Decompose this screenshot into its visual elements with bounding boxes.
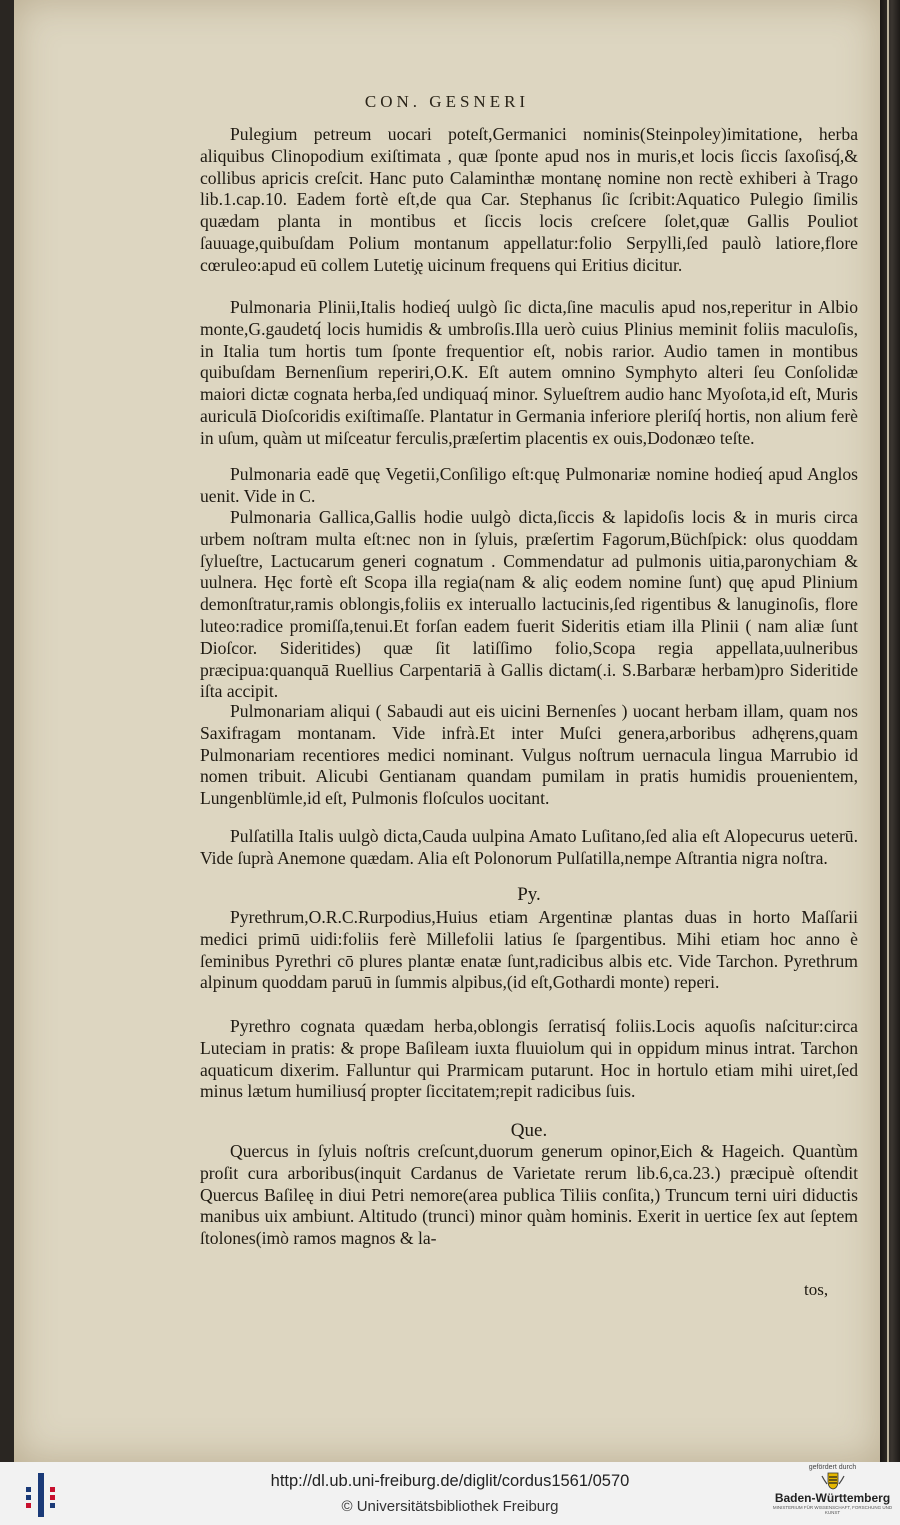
sponsor-ministry: MINISTERIUM FÜR WISSENSCHAFT, FORSCHUNG UND KUNST — [772, 1505, 893, 1515]
catchword: tos, — [804, 1280, 829, 1299]
coat-of-arms-icon — [820, 1472, 846, 1490]
book-page — [14, 0, 880, 1462]
section-heading-que: Que. — [510, 1120, 548, 1141]
sponsor-label: gefördert durch — [808, 1464, 857, 1471]
page-edge — [880, 0, 900, 1462]
paragraph-pulmonaria-vegetii: Pulmonaria eadē quę Vegetii,Conſiligo eſt:quę Pulmonariæ nomine hodieq́ apud Anglos uenit. Vide in C. — [200, 464, 858, 506]
section-heading-py: Py. — [517, 884, 541, 905]
permalink-url[interactable]: http://dl.ub.uni-freiburg.de/diglit/cordus1561/0570 — [270, 1472, 630, 1490]
paragraph-quercus: Quercus in ſyluis noſtris creſcunt,duorum generum opinor,Eich & Hageich. Quantùm proſit cura arboribus(inquit Cardanus de Varietate rerum lib.6,ca.23.) præcipuè oſtendit Quercus Baſileę in diui Petri nemore(area publica Tiliis conſita,) Truncum terni uiri diductis manibus uix ambiunt. Altitudo (trunci) minor quàm hominis. Exerit in uertice ſex aut ſeptem ſtolones(imò ramos magnos & la- — [200, 1141, 858, 1249]
copyright-notice: © Universitätsbibliothek Freiburg — [341, 1498, 559, 1515]
paragraph-pulsatilla: Pulſatilla Italis uulgò dicta,Cauda uulpina Amato Luſitano,ſed alia eſt Alopecurus ueterū. Vide ſuprà Anemone quædam. Alia eſt Polonorum Pulſatilla,nempe Aſtrantia nigra noſtra. — [200, 826, 858, 868]
paragraph-pulmonaria-gallica: Pulmonaria Gallica,Gallis hodie uulgò dicta,ſiccis & lapidoſis locis & in muris circa urbem noſtram multa eſt:nec non in ſyluis, præſertim Fagorum,Büchſpick: olus quoddam ſylueſtre, Lactucarum generi cognatum . Commendatur ad pulmonis uitia,paronychiam & uulnera. Hęc fortè eſt Scopa illa regia(nam & aliç eodem nomine ſunt) quę apud Plinium demonſtratur,ramis oblongis,foliis ex interuallo lactucinis,ſed rigentibus & lanuginoſis, flore luteo:radice promiſſa,tenui.Et forſan eadem fuerit Sideritis etiam illa Plinii ( nam aliæ ſunt Dioſcor. Sideritides) quæ ſit latiſſimo folio,Scopa regia appellata,uulneribus præcipua:quanquā Ruellius Carpentariā à Gallis dictam(.i. S.Barbaræ herbam)pro Sideritide iſta accipit. — [200, 507, 858, 702]
paragraph-pyrethrum: Pyrethrum,O.R.C.Rurpodius,Huius etiam Argentinæ plantas duas in horto Maſſarii medici primū uidi:foliis ferè Millefolii latius ſe ſpargentibus. Mihi etiam hoc anno è ſeminibus Pyrethri cō plures plantæ enatæ ſunt,radicibus albis etc. Vide Tarchon. Pyrethrum alpinum quoddam paruū in ſummis alpibus,(id eſt,Gothardi monte) reperi. — [200, 907, 858, 993]
paragraph-pulmonariam: Pulmonariam aliqui ( Sabaudi aut eis uicini Bernenſes ) uocant herbam illam, quam nos Saxifragam montanam. Vide infrà.Et inter Muſci genera,arboribus adhęrens,quam Pulmonariam recentiores medici nominant. Vulgus noſtrum uernacula lingua Marrubio id nomen tribuit. Alicubi Gentianam quandam pumilam in pratis humidis prouenientem, Lungenblümle,id eſt, Pulmonis floſculos uocitant. — [200, 701, 858, 809]
footer-bar — [0, 1462, 900, 1525]
paragraph-pyrethro: Pyrethro cognata quædam herba,oblongis ſerratisq́ foliis.Locis aquoſis naſcitur:circa Luteciam in pratis: & prope Baſileam iuxta fluuiolum qui in oppidum minus intrat. Tarchon aquaticum dixerim. Falluntur qui Prarmicam putarunt. Hoc in hortulo etiam mihi uiret,ſed minus lætum humiliusq́ propter ſiccitatem;repit radicibus ſuis. — [200, 1016, 858, 1102]
paragraph-pulegium: Pulegium petreum uocari poteſt,Germanici nominis(Steinpoley)imitatione, herba aliquibus Clinopodium exiſtimata , quæ ſponte apud nos in muris,et locis ſiccis ſaxoſisq́,& collibus apricis creſcit. Hanc puto Calaminthæ montanę nomine non rectè exhiberi à Trago lib.1.cap.10. Eadem fortè eſt,de qua Car. Stephanus ſic ſcribit:Aquatico Pulegio ſimilis quædam planta in montibus et ſiccis locis creſcere ſolet,quæ Gallis Pouliot ſauuage,quibuſdam Polium montanum appellatur:folio Serpylli,ſed paulò latiore,flore cœruleo:apud eū collem Luteti̧ę uicinum frequens qui Eritius dicitur. — [200, 124, 858, 275]
sponsor-name: Baden-Württemberg — [774, 1491, 891, 1505]
sponsor-block — [770, 1464, 895, 1523]
page-edge-line — [887, 0, 889, 1462]
paragraph-pulmonaria-plinii: Pulmonaria Plinii,Italis hodieq́ uulgò ſic dicta,ſine maculis apud nos,reperitur in Albio monte,G.gaudetq́ locis humidis & umbroſis.Illa uerò cuius Plinius meminit foliis maculoſis, in Italia tum hortis tum ſponte frequentior eſt, nobis rarior. Audio tamen in montibus quibuſdam Bernenſium reperiri,O.K. Eſt autem omnino Symphyto alteri ſeu Conſolidæ maiori dictæ cognata herba,ſed undiquaq́ minor. Sylueſtrem audio hanc Myoſota,id eſt, Muris auriculā Dioſcoridis exiſtimaſſe. Plantatur in Germania inferiore pleriſq́ hortis, non alium ferè in uſum, quàm ut miſceatur ferculis,præſertim placentis ex ouis,Dodonæo teſte. — [200, 297, 858, 448]
running-header: CON. GESNERI — [364, 92, 530, 111]
